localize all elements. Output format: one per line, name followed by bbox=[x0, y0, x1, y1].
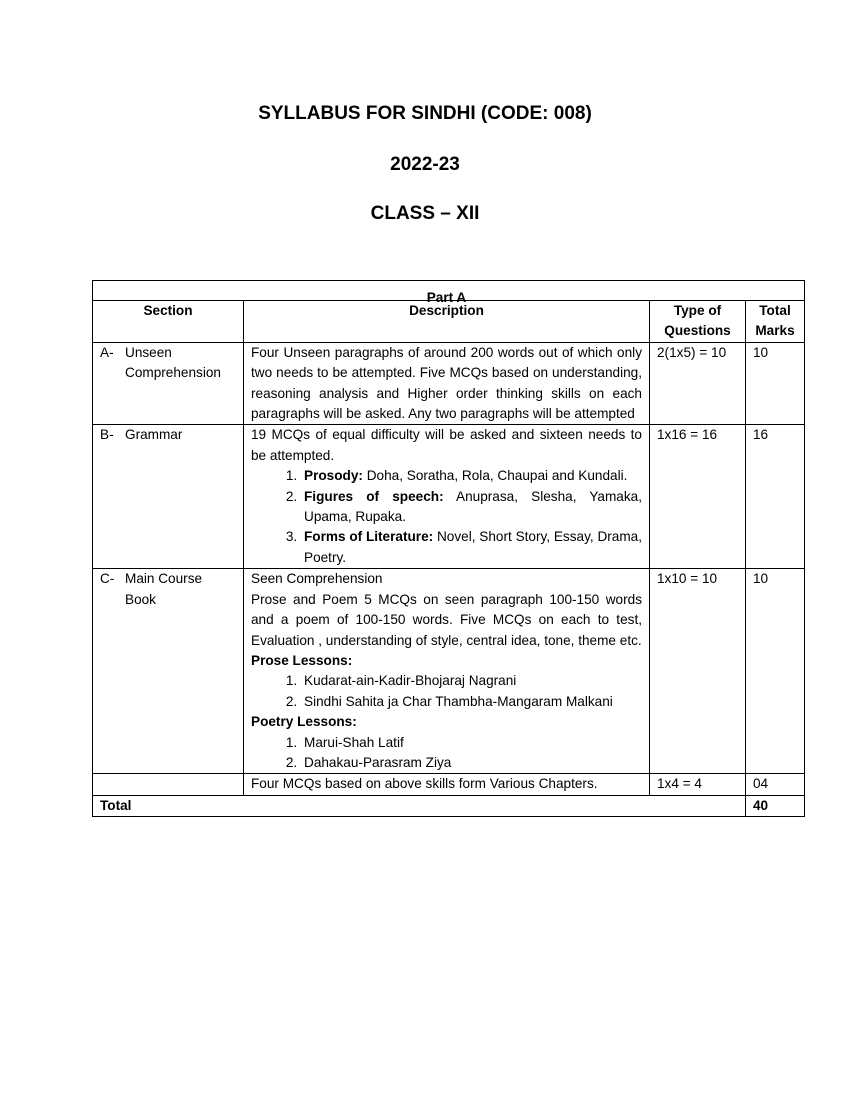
marks-cell: 10 bbox=[746, 342, 805, 425]
prose-list bbox=[251, 671, 642, 712]
grammar-list bbox=[251, 466, 642, 568]
description-cell: Four MCQs based on above skills form Various Chapters. bbox=[244, 774, 650, 795]
syllabus-table bbox=[92, 280, 805, 817]
list-item-label: Forms of Literature: bbox=[304, 529, 434, 545]
grammar-intro: 19 MCQs of equal difficulty will be asked and sixteen needs to be attempted. bbox=[251, 427, 642, 463]
total-value: 40 bbox=[746, 795, 805, 816]
header-type: Type of Questions bbox=[650, 301, 746, 343]
list-item bbox=[301, 466, 642, 486]
section-cell bbox=[93, 774, 244, 795]
list-item-text: Novel, Short Story, Essay, Drama, Poetry. bbox=[304, 529, 643, 565]
class-label: CLASS – XII bbox=[370, 203, 480, 224]
header-description bbox=[244, 290, 650, 343]
type-cell: 1x10 = 10 bbox=[650, 569, 746, 774]
academic-year: 2022-23 bbox=[390, 154, 460, 175]
total-label: Total bbox=[93, 795, 746, 816]
section-name: Main Course Book bbox=[125, 571, 203, 607]
prose-heading: Prose Lessons: bbox=[251, 652, 353, 668]
description-cell bbox=[244, 569, 650, 774]
marks-cell: 16 bbox=[746, 425, 805, 569]
section-cell bbox=[93, 425, 244, 569]
table-row bbox=[93, 569, 805, 774]
type-cell: 1x16 = 16 bbox=[650, 425, 746, 569]
seen-comprehension-heading: Seen Comprehension bbox=[251, 571, 383, 587]
list-item-label: Figures of speech: bbox=[304, 488, 444, 504]
section-name: Grammar bbox=[125, 427, 183, 443]
list-item-label: Prosody: bbox=[304, 468, 363, 484]
section-name: Unseen Comprehension bbox=[125, 344, 221, 381]
list-item-text: Anuprasa, Slesha, Yamaka, Upama, Rupaka. bbox=[304, 488, 643, 525]
section-cell bbox=[93, 342, 244, 425]
header-section: Section bbox=[93, 301, 244, 343]
header-marks: Total Marks bbox=[746, 301, 805, 343]
section-letter: A- bbox=[100, 344, 114, 360]
type-cell: 1x4 = 4 bbox=[650, 774, 746, 795]
list-item: 2. Sindhi Sahita ja Char Thambha-Mangaram Malkani bbox=[301, 692, 642, 712]
list-item: 1. Kudarat-ain-Kadir-Bhojaraj Nagrani bbox=[301, 671, 642, 691]
description-cell: Four Unseen paragraphs of around 200 words out of which only two needs to be attempted. Five MCQs based on understanding, reasoning analysis and Higher order thinking skills on each paragraphs will be asked. Any two paragraphs will be attempted bbox=[244, 342, 650, 425]
table-header-row bbox=[93, 301, 805, 343]
marks-cell: 04 bbox=[746, 774, 805, 795]
poetry-list bbox=[251, 733, 642, 774]
main-course-intro: Prose and Poem 5 MCQs on seen paragraph 100-150 words and a poem of 100-150 words. Five MCQs on each to test, Evaluation , understanding of style, central idea, tone, theme etc. bbox=[251, 591, 642, 648]
total-row bbox=[93, 795, 805, 816]
section-letter: B- bbox=[100, 427, 114, 443]
list-item: 1. Marui-Shah Latif bbox=[301, 733, 642, 753]
table-row bbox=[93, 425, 805, 569]
list-item bbox=[301, 487, 642, 528]
table-row bbox=[93, 342, 805, 425]
section-cell bbox=[93, 569, 244, 774]
poetry-heading: Poetry Lessons: bbox=[251, 714, 357, 730]
table-row bbox=[93, 774, 805, 795]
header-description-label: Description bbox=[409, 303, 484, 318]
description-cell bbox=[244, 425, 650, 569]
document-title: SYLLABUS FOR SINDHI (CODE: 008) bbox=[258, 103, 592, 124]
type-cell: 2(1x5) = 10 bbox=[650, 342, 746, 425]
marks-cell: 10 bbox=[746, 569, 805, 774]
section-letter: C- bbox=[100, 571, 115, 587]
part-a-label: Part A bbox=[426, 290, 467, 305]
list-item-text: Doha, Soratha, Rola, Chaupai and Kundali. bbox=[366, 468, 628, 484]
list-item bbox=[301, 527, 642, 568]
list-item: 2. Dahakau-Parasram Ziya bbox=[301, 753, 642, 773]
